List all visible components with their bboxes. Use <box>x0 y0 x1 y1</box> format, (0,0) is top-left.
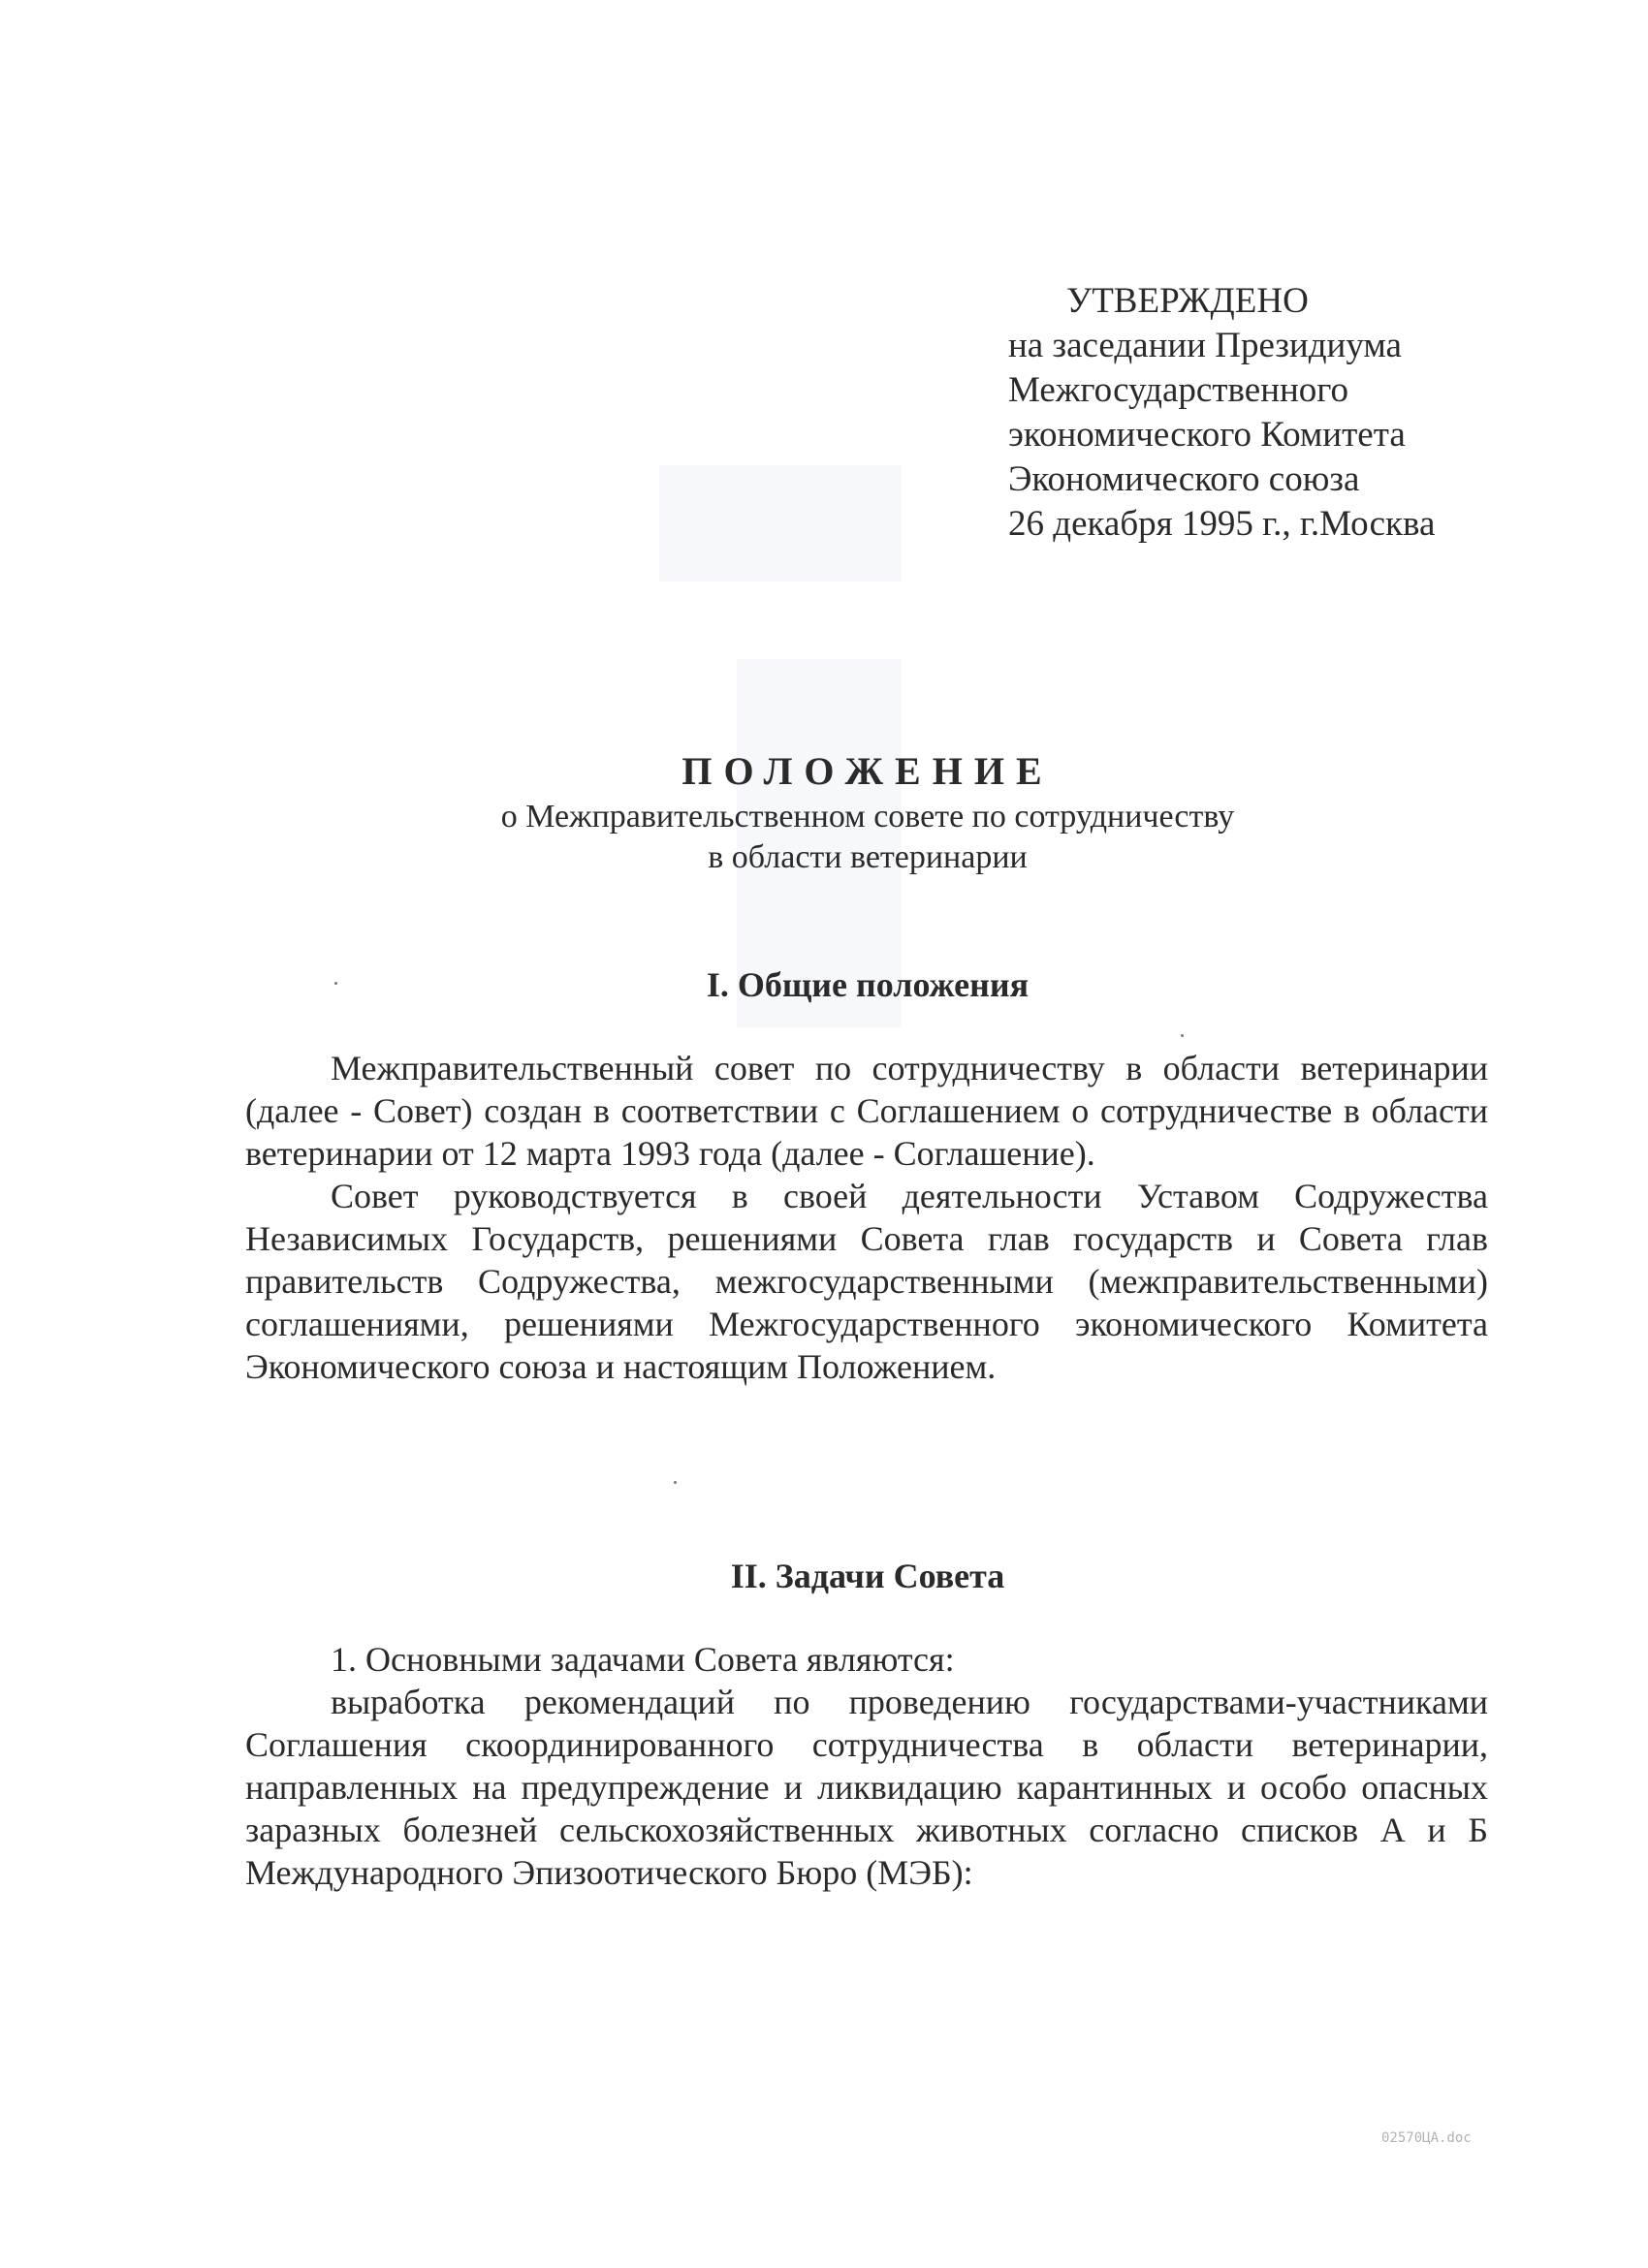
document-title <box>0 746 1648 878</box>
section-2-body <box>245 1638 1488 1894</box>
approval-stamp-block <box>1008 279 1512 547</box>
section-2-paragraph-1: выработка рекомендаций по проведению государствами-участниками Соглашения скоординированного сотрудничества в области ветеринарии, направленных на предупреждение и ликвидацию карантинных и особо опасных заразных болезней сельскохозяйственных животных согласно списков А и Б Международного Эпизоотического Бюро (МЭБ): <box>245 1683 1488 1892</box>
scan-speck <box>674 1481 677 1484</box>
scan-speck <box>334 982 337 985</box>
section-1-paragraph-2: Совет руководствуется в своей деятельности Уставом Содружества Независимых Государств, решениями Совета глав государств и Совета глав правительств Содружества, межгосударственными (межправительственными) соглашениями, решениями Межгосударственного экономического Комитета Экономического союза и настоящим Положением. <box>245 1177 1488 1386</box>
approval-line: Межгосударственного <box>1008 370 1349 410</box>
section-2-item-1: 1. Основными задачами Совета являются: <box>331 1640 955 1679</box>
title-main: ПОЛОЖЕНИЕ <box>681 749 1054 793</box>
approval-line: на заседании Президиума <box>1008 326 1402 365</box>
approval-line: экономического Комитета <box>1008 415 1406 455</box>
file-code-footer: 02570ЦА.doc <box>1381 2130 1472 2146</box>
section-1-body <box>245 1047 1488 1388</box>
approval-line: Экономического союза <box>1008 459 1360 499</box>
scan-artifact <box>659 465 902 582</box>
section-1-heading: I. Общие положения <box>706 965 1030 1004</box>
approval-date-line: 26 декабря 1995 г., г.Москва <box>1008 504 1436 544</box>
section-2-heading: II. Задачи Совета <box>730 1557 1005 1595</box>
title-subtitle-line2: в области ветеринарии <box>708 839 1028 875</box>
section-1-paragraph-1: Межправительственный совет по сотрудничеству в области ветеринарии (далее - Совет) создан в соответствии с Соглашением о сотрудничестве в области ветеринарии от 12 марта 1993 года (далее - Соглашение). <box>245 1049 1488 1173</box>
scan-speck <box>1181 1034 1184 1037</box>
approval-heading: УТВЕРЖДЕНО <box>1066 281 1309 321</box>
title-subtitle-line1: о Межправительственном совете по сотрудничеству <box>500 799 1235 835</box>
